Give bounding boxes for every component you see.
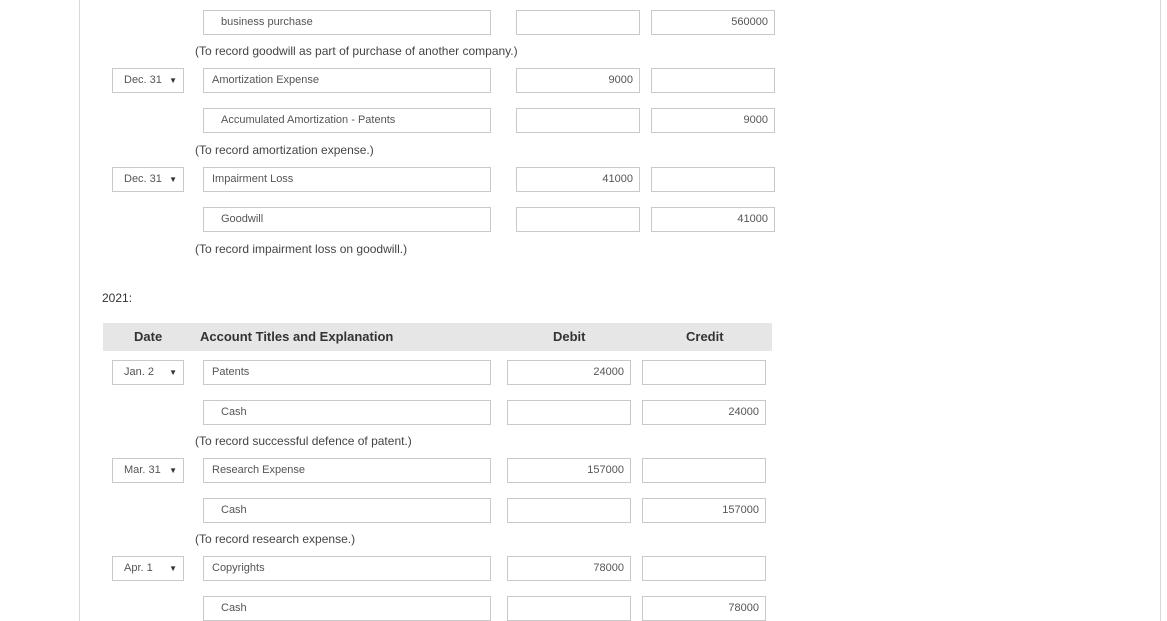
explanation-text: (To record impairment loss on goodwill.) [195,242,408,256]
chevron-down-icon: ▼ [169,368,177,377]
date-select[interactable] [112,360,184,385]
account-field[interactable]: Cash [203,400,491,425]
account-field[interactable]: Impairment Loss [203,167,491,192]
left-border [79,0,80,621]
account-field[interactable]: Amortization Expense [203,68,491,93]
table-header [103,323,772,351]
credit-field[interactable] [651,167,775,192]
account-field[interactable]: Patents [203,360,491,385]
debit-field[interactable] [516,108,640,133]
account-field[interactable]: Cash [203,498,491,523]
explanation-text: (To record successful defence of patent.) [195,434,412,448]
explanation-text: (To record goodwill as part of purchase of another company.) [195,44,518,58]
date-value: Dec. 31 [124,74,162,86]
debit-field[interactable] [507,498,631,523]
account-field[interactable]: Cash [203,596,491,621]
header-account: Account Titles and Explanation [200,329,394,344]
chevron-down-icon: ▼ [169,76,177,85]
debit-field[interactable] [516,207,640,232]
chevron-down-icon: ▼ [169,466,177,475]
credit-field[interactable] [642,458,766,483]
date-value: Apr. 1 [124,562,153,574]
year-label: 2021: [102,291,133,305]
account-field[interactable]: Accumulated Amortization - Patents [203,108,491,133]
chevron-down-icon: ▼ [169,564,177,573]
account-field[interactable]: Goodwill [203,207,491,232]
debit-field[interactable]: 24000 [507,360,631,385]
credit-field[interactable]: 157000 [642,498,766,523]
date-select[interactable] [112,458,184,483]
header-date: Date [134,329,163,344]
header-credit: Credit [686,329,724,344]
date-select[interactable] [112,167,184,192]
explanation-text: (To record research expense.) [195,532,356,546]
date-value: Dec. 31 [124,173,162,185]
debit-field[interactable]: 78000 [507,556,631,581]
date-value: Mar. 31 [124,464,161,476]
debit-field[interactable] [507,400,631,425]
explanation-text: (To record amortization expense.) [195,143,374,157]
debit-field[interactable]: 157000 [507,458,631,483]
credit-field[interactable]: 41000 [651,207,775,232]
credit-field[interactable] [642,360,766,385]
credit-field[interactable]: 24000 [642,400,766,425]
credit-field[interactable]: 78000 [642,596,766,621]
debit-field[interactable]: 41000 [516,167,640,192]
credit-field[interactable]: 560000 [651,10,775,35]
credit-field[interactable] [651,68,775,93]
credit-field[interactable]: 9000 [651,108,775,133]
credit-field[interactable] [642,556,766,581]
account-field[interactable]: Copyrights [203,556,491,581]
chevron-down-icon: ▼ [169,175,177,184]
debit-field[interactable] [516,10,640,35]
right-border [1160,0,1161,621]
header-debit: Debit [553,329,586,344]
date-select[interactable] [112,68,184,93]
account-field[interactable]: business purchase [203,10,491,35]
date-value: Jan. 2 [124,366,154,378]
debit-field[interactable]: 9000 [516,68,640,93]
date-select[interactable] [112,556,184,581]
account-field[interactable]: Research Expense [203,458,491,483]
debit-field[interactable] [507,596,631,621]
